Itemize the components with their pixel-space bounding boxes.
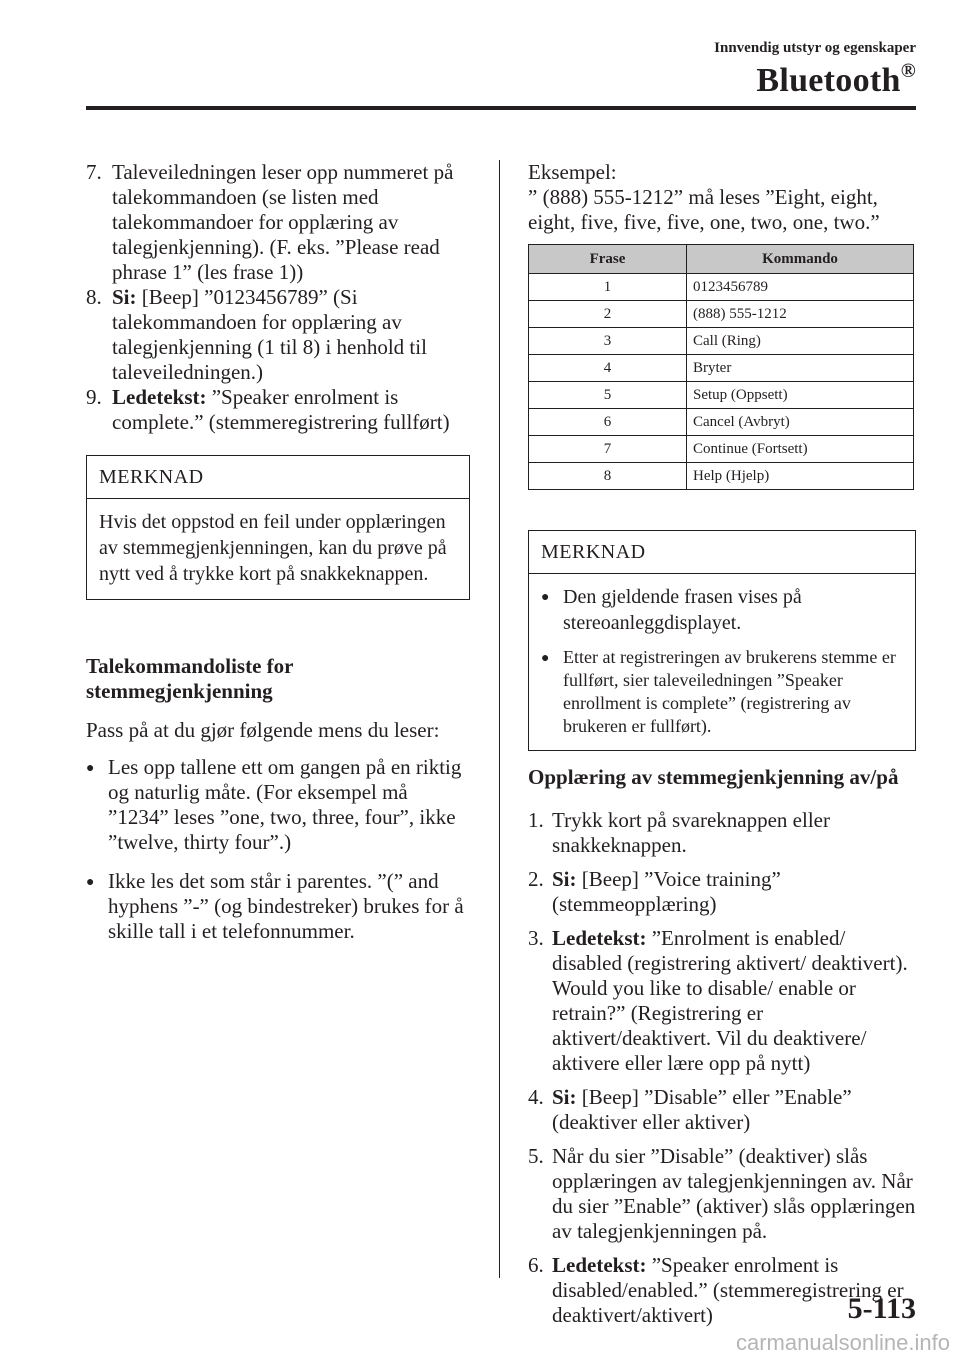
table-row: [529, 409, 914, 436]
table-row: [529, 463, 914, 490]
header-rule: [86, 106, 916, 110]
table-cell: Call (Ring): [687, 328, 914, 355]
table-row: [529, 301, 914, 328]
step-body: [Beep] ”Voice training” (stemmeopplæring): [552, 867, 781, 916]
intro-text: Pass på at du gjør følgende mens du leser:: [86, 718, 440, 742]
table-cell: 1: [529, 274, 687, 301]
left-column: [86, 160, 470, 944]
right-step-2: [528, 867, 916, 917]
column-header-command: Kommando: [687, 245, 914, 274]
right-step-4: [528, 1085, 916, 1135]
bullet-icon: ●: [541, 590, 550, 605]
bullet-icon: ●: [541, 651, 550, 666]
step-label: Ledetekst:: [112, 385, 207, 409]
table-row: [529, 328, 914, 355]
table-cell: 7: [529, 436, 687, 463]
column-divider: [499, 160, 500, 1278]
list-item: [86, 755, 470, 855]
note-title: MERKNAD: [529, 531, 915, 574]
table-cell: Setup (Oppsett): [687, 382, 914, 409]
command-table: [528, 244, 914, 490]
table-cell: 3: [529, 328, 687, 355]
right-step-5: [528, 1144, 916, 1244]
bullet-text: Den gjeldende frasen vises på stereoanleggdisplayet.: [563, 586, 802, 634]
watermark: carmanualsonline.info: [735, 1330, 950, 1355]
step-label: Ledetekst:: [552, 926, 647, 950]
header-title: [756, 60, 916, 100]
list-item: [541, 646, 903, 738]
step-text: Taleveiledningen leser opp nummeret på talekommandoen (se listen med talekommandoer for opplæring av talegjenkjenning). (F. eks. ”Please read phrase 1” (les frase 1)): [112, 160, 454, 284]
page-number: 5-113: [847, 1292, 916, 1325]
table-row: [529, 274, 914, 301]
table-row: [529, 382, 914, 409]
header-subtitle: Innvendig utstyr og egenskaper: [714, 40, 916, 56]
left-step-7: [86, 160, 470, 285]
step-body: [Beep] ”0123456789” (Si talekommandoen for opplæring av talegjenkjenning (1 til 8) i henhold til taleveiledningen.): [112, 285, 427, 384]
table-cell: Continue (Fortsett): [687, 436, 914, 463]
header-title-text: Bluetooth: [756, 62, 901, 99]
step-body: ”Speaker enrolment is complete.” (stemmeregistrering fullført): [112, 385, 450, 434]
table-cell: 5: [529, 382, 687, 409]
step-text: [112, 385, 470, 435]
bullet-icon: ●: [86, 761, 95, 776]
right-step-1: [528, 808, 916, 858]
step-number: 8.: [86, 285, 102, 309]
step-text: Trykk kort på svareknappen eller snakkeknappen.: [552, 808, 830, 857]
left-step-8: [86, 285, 470, 385]
step-label: Si:: [552, 1085, 577, 1109]
step-number: 7.: [86, 160, 102, 184]
bullet-text: Etter at registreringen av brukerens stemme er fullført, sier taleveiledningen ”Speaker enrollment is complete” (registrering av brukeren er fullført).: [563, 647, 896, 736]
note-box-right: [528, 530, 916, 751]
table-row: [529, 436, 914, 463]
note-text: Hvis det oppstod en feil under opplæringen av stemmegjenkjenningen, kan du prøve på nytt ved å trykke kort på snakkeknappen.: [99, 511, 447, 585]
step-body: ”Enrolment is enabled/ disabled (registrering aktivert/ deaktivert). Would you like to disable/ enable or retrain?” (Registrering er aktivert/deaktivert. Vil du deaktivere/ aktivere eller lære opp på nytt): [552, 926, 908, 1075]
left-step-9: [86, 385, 470, 435]
right-column: [528, 160, 916, 1328]
table-header-row: [529, 245, 914, 274]
bullet-text: Les opp tallene ett om gangen på en riktig og naturlig måte. (For eksempel må ”1234” leses ”one, two, three, four”, ikke ”twelve, thirty four”.): [108, 755, 462, 854]
table-cell: 0123456789: [687, 274, 914, 301]
right-step-3: [528, 926, 916, 1076]
bullet-text: Ikke les det som står i parentes. ”(” and hyphens ”-” (og bindestreker) brukes for å skille tall i et telefonnummer.: [108, 869, 464, 943]
step-number: 5.: [528, 1144, 544, 1168]
step-number: 4.: [528, 1085, 544, 1109]
table-row: [529, 355, 914, 382]
training-steps: [528, 808, 916, 1328]
list-item: [86, 869, 470, 944]
table-cell: Cancel (Avbryt): [687, 409, 914, 436]
step-label: Si:: [112, 285, 137, 309]
example-text: ” (888) 555-1212” må leses ”Eight, eight, eight, five, five, five, one, two, one, two.”: [528, 185, 880, 234]
table-cell: 2: [529, 301, 687, 328]
section-title-training-toggle: Opplæring av stemmegjenkjenning av/på: [528, 765, 899, 789]
table-cell: (888) 555-1212: [687, 301, 914, 328]
step-number: 3.: [528, 926, 544, 950]
column-header-phrase: Frase: [529, 245, 687, 274]
step-number: 6.: [528, 1253, 544, 1277]
step-number: 9.: [86, 385, 102, 409]
note-title: MERKNAD: [87, 456, 469, 499]
table-cell: 6: [529, 409, 687, 436]
step-body: ”Speaker enrolment is disabled/enabled.” (stemmeregistrering er deaktivert/aktivert): [552, 1253, 904, 1327]
step-text: [552, 1085, 916, 1135]
list-item: [541, 584, 903, 636]
step-number: 2.: [528, 867, 544, 891]
step-text: [112, 285, 470, 385]
step-label: Si:: [552, 867, 577, 891]
step-label: Ledetekst:: [552, 1253, 647, 1277]
step-text: Når du sier ”Disable” (deaktiver) slås opplæringen av talegjenkjenningen av. Når du sier ”Enable” (aktiver) slås opplæringen av talegjenkjenningen på.: [552, 1144, 916, 1243]
table-cell: 8: [529, 463, 687, 490]
table-cell: 4: [529, 355, 687, 382]
example-label: Eksempel:: [528, 160, 617, 184]
step-text: [552, 867, 916, 917]
note-body: [529, 574, 915, 750]
table-cell: Help (Hjelp): [687, 463, 914, 490]
registered-mark: ®: [900, 60, 916, 82]
section-title-command-list: Talekommandoliste for stemmegjenkjenning: [86, 654, 294, 703]
bullet-icon: ●: [86, 875, 95, 890]
step-text: [552, 926, 916, 1076]
table-cell: Bryter: [687, 355, 914, 382]
note-box-left: [86, 455, 470, 600]
step-number: 1.: [528, 808, 544, 832]
step-body: [Beep] ”Disable” eller ”Enable” (deaktiver eller aktiver): [552, 1085, 852, 1134]
